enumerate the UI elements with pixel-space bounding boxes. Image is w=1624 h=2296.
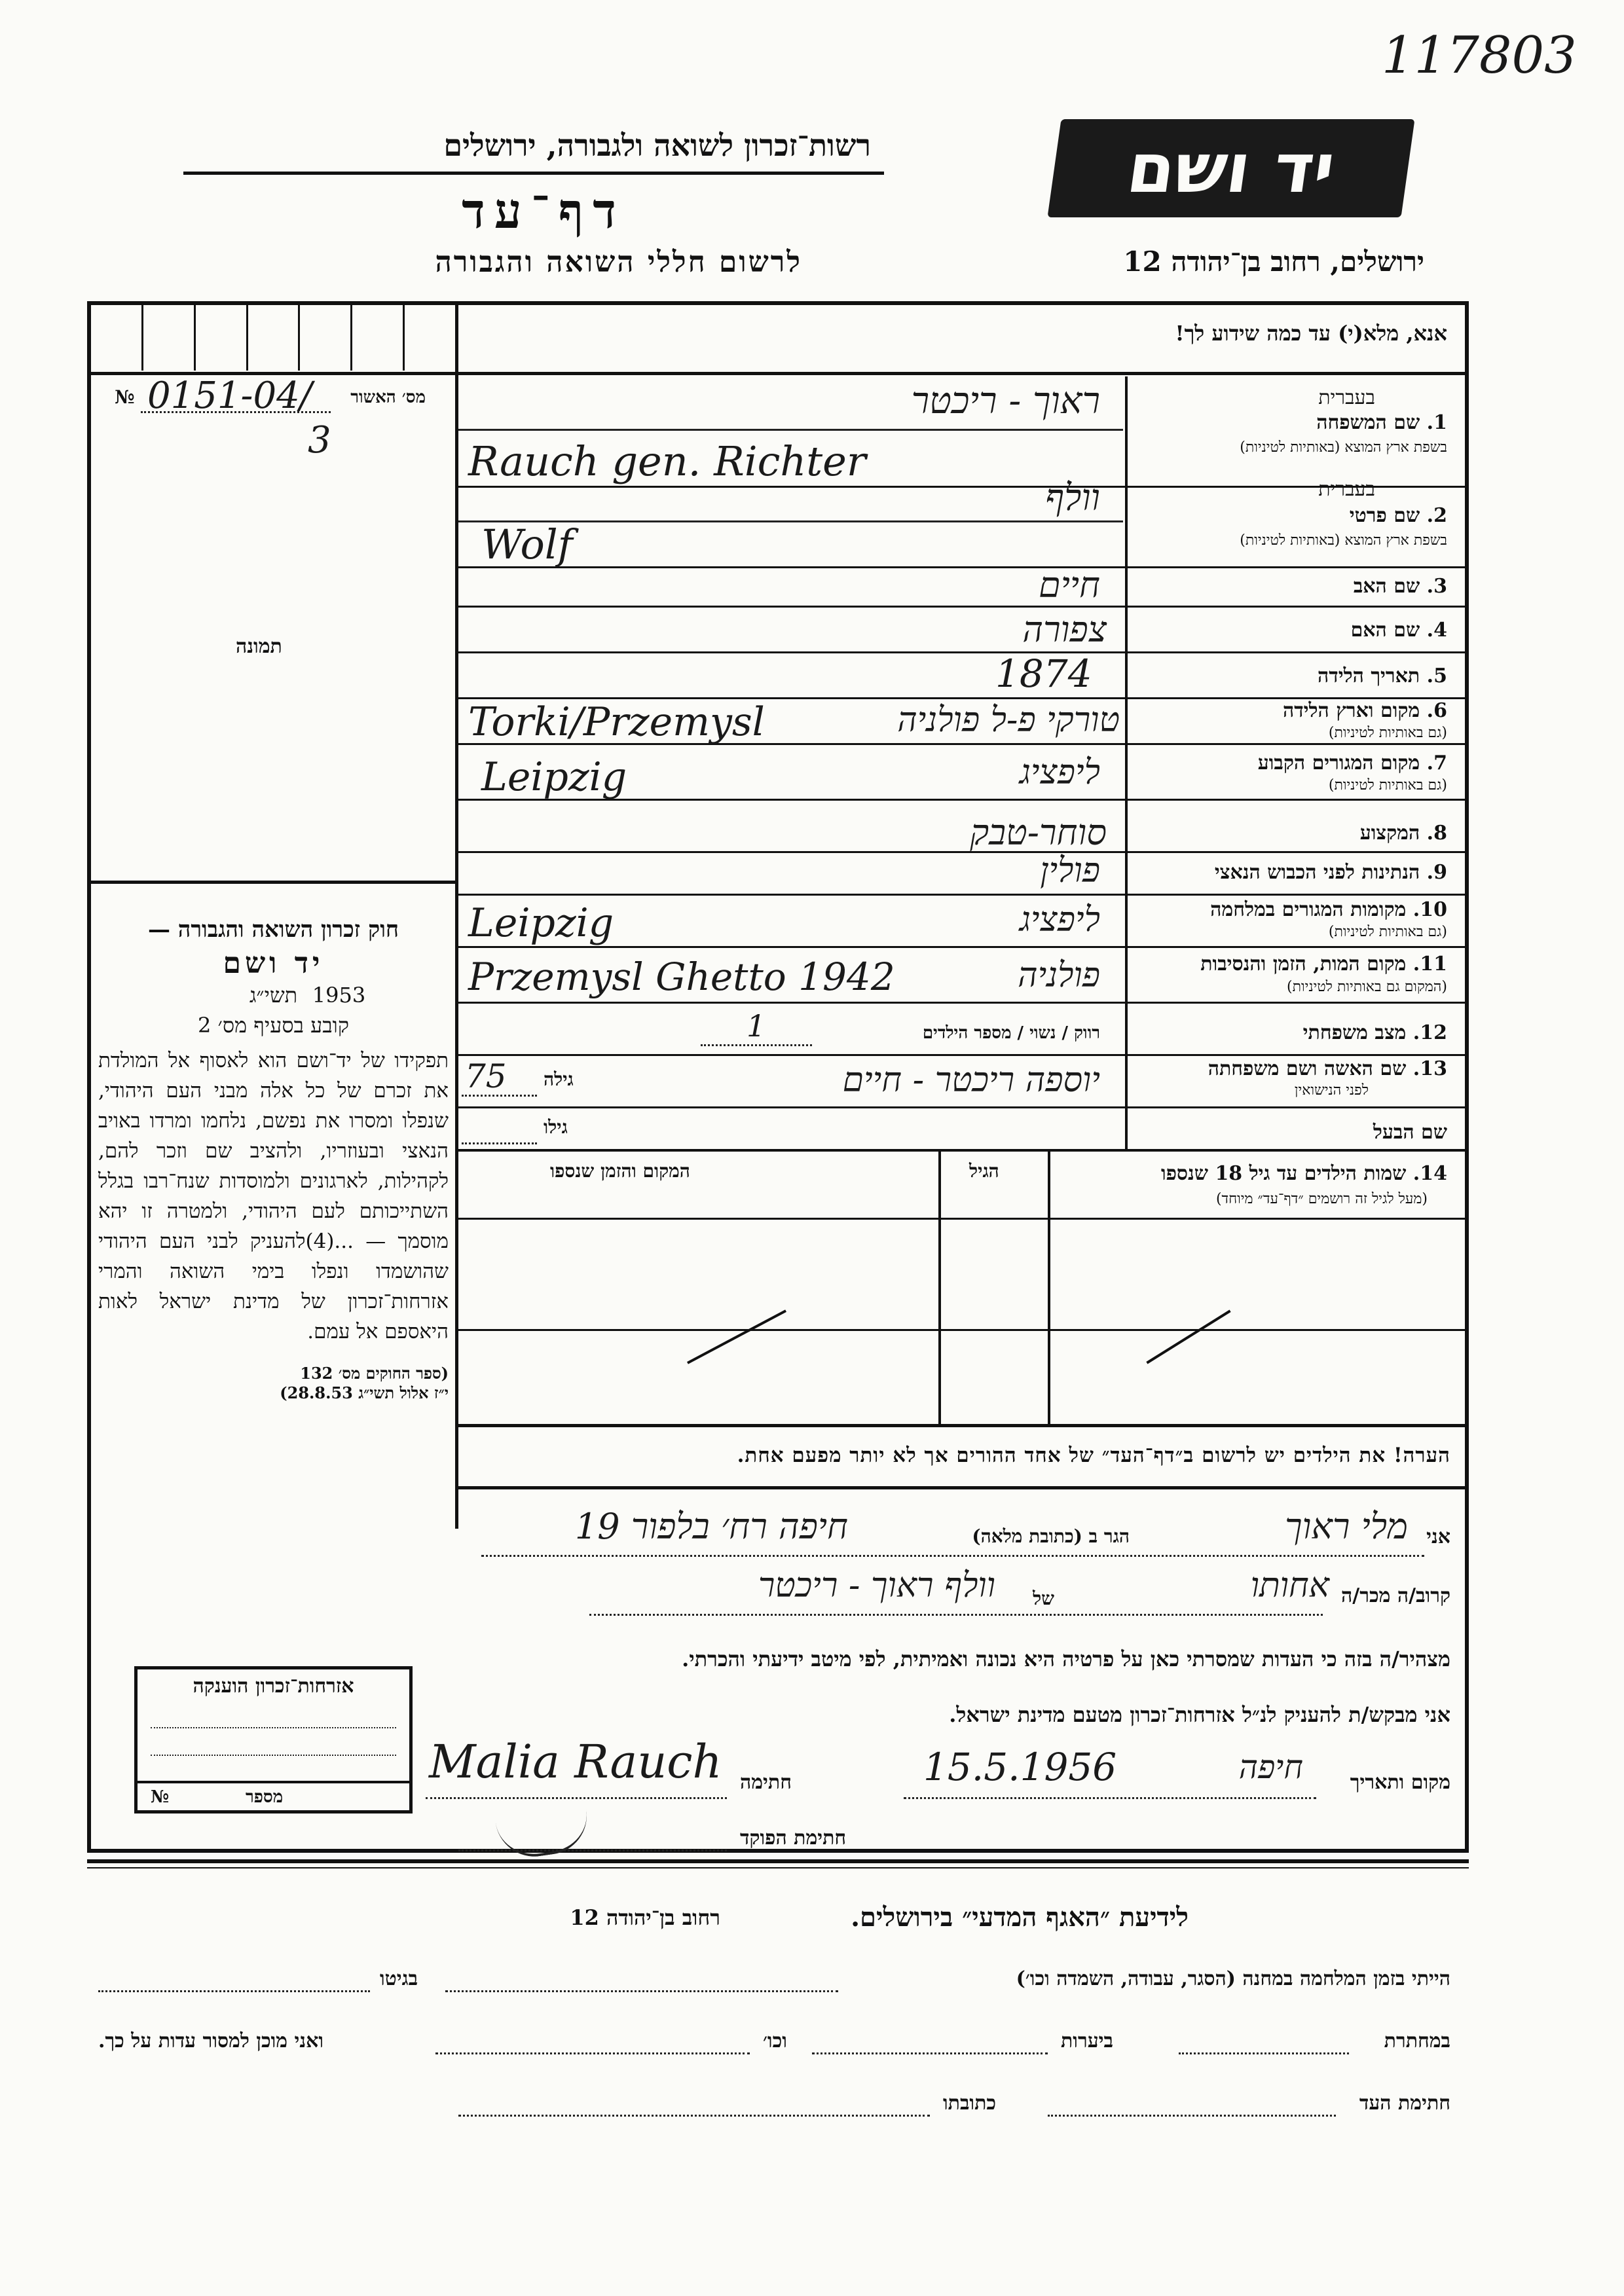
law-citation: (ספר החוקים מס׳ 132 (300, 1364, 449, 1383)
citizenship-box (134, 1666, 413, 1813)
footer-line2-c: וכו׳ (763, 2030, 787, 2052)
citizenship-number-prefix: № (151, 1787, 170, 1807)
field9-value: פולין (1040, 851, 1100, 890)
field7-value-he: ליפציג (1019, 753, 1100, 792)
children-count: 1 (747, 1008, 766, 1044)
law-clause: קובע בסעיף מס׳ 2 (198, 1013, 349, 1038)
officer-label: חתימת הפוקד (740, 1827, 847, 1850)
field11-label: 11. מקום המות, הזמן והנסיבות (1200, 953, 1447, 975)
place-value: חיפה (1238, 1748, 1303, 1786)
field1-value-latin: Rauch gen. Richter (468, 437, 866, 485)
of-label: של (1033, 1588, 1054, 1609)
footer-line3-a: חתימת העד (1359, 2092, 1450, 2115)
field13-label: 13. שם האשה ושם משפחתה (1208, 1057, 1447, 1080)
footer-line2-a: במחתרת (1384, 2030, 1450, 2052)
approval-number-extra: 3 (308, 419, 331, 462)
field6-label: 6. מקום וארץ הלידה (1282, 699, 1447, 722)
field8-label: 8. המקצוע (1359, 822, 1447, 845)
children-count-line (701, 1044, 812, 1046)
declaration-text: מצהיר/ה בזה כי העדות שמסרתי כאן על פרטיה היא נכונה ואמיתית, לפי מיטב ידיעתי והכרתי. (682, 1647, 1450, 1671)
footer-divider-thin (87, 1867, 1469, 1868)
authority-name: רשות־זכרון לשואה ולגבורה, ירושלים (443, 128, 871, 163)
approval-dotline (141, 411, 331, 413)
authority-underline (183, 172, 884, 175)
children-header-line (457, 1218, 1469, 1220)
signature-line (426, 1797, 727, 1799)
row-divider-4 (457, 651, 1469, 653)
form-subtitle: לרשום חללי השואה והגבורה (435, 246, 802, 279)
field10-label: 10. מקומות המגורים במלחמה (1210, 898, 1447, 921)
footer-line2-d: ואני מוכן למסור עדות על כך. (98, 2030, 324, 2052)
field3-value: חיים (1039, 564, 1100, 606)
field2-value-latin: Wolf (481, 520, 573, 568)
approval-prefix: № (115, 386, 135, 408)
field13-value: יוספה ריכטר - חיים (842, 1061, 1100, 1100)
footer-line1-fill (445, 1990, 838, 1992)
of-name: וולף ראוך - ריכטר (758, 1566, 995, 1605)
field1-lang: בעברית (1318, 386, 1375, 409)
citizenship-box-title: אזרחות־זכרון הוענקה (193, 1675, 354, 1698)
field1-label: 1. שם המשפחה (1316, 411, 1447, 434)
footer-line2-fill-1 (1179, 2052, 1349, 2054)
row-divider-3 (457, 606, 1469, 608)
law-year: 1953 (312, 983, 366, 1008)
footer-line3-fill-1 (1048, 2115, 1336, 2117)
field2-value-he: וולף (1045, 477, 1100, 519)
row-divider-13 (457, 1106, 1469, 1108)
field11-value-latin: Przemysl Ghetto 1942 (468, 955, 895, 999)
field3-label: 3. שם האב (1353, 575, 1447, 598)
declarant-i-label: אני (1426, 1525, 1450, 1548)
date-value: 15.5.1956 (923, 1745, 1117, 1789)
row-divider-1 (457, 486, 1469, 488)
field13-sub: לפני הנישואין (1294, 1082, 1369, 1099)
field10-sub: (גם באותיות לטיניות) (1328, 924, 1447, 940)
husband-age-line (462, 1142, 537, 1144)
request-text: אני מבקש/ת להעניק לנ״ל אזרחות־זכרון מטעם מדינת ישראל. (949, 1702, 1450, 1727)
signature-label: חתימה (740, 1771, 792, 1794)
footer-line1-a: הייתי בזמן המלחמה במחנה (הסגר, עבודה, השמדה וכו׳) (1016, 1967, 1450, 1990)
footer-divider (87, 1859, 1469, 1863)
footer-line1-fill-2 (98, 1990, 370, 1992)
label-column-divider (1125, 376, 1128, 1149)
field12-label: 12. מצב משפחתי (1302, 1021, 1447, 1044)
children-col-divider-2 (938, 1150, 941, 1425)
law-name: יד ושם (223, 947, 324, 980)
field1-value-he: ראוך - ריכטר (911, 380, 1100, 422)
instructions: אנא, מלא(י) עד כמה שידוע לך! (1175, 321, 1447, 346)
field10-value-latin: Leipzig (468, 900, 614, 946)
field6-value-latin: Torki/Przemysl (468, 699, 765, 745)
field2-sub: בשפת ארץ המוצא (באותיות לטיניות) (1240, 532, 1447, 549)
row-divider-11 (457, 1002, 1469, 1004)
relation-value: אחותו (1250, 1566, 1329, 1605)
row-divider-14 (457, 1149, 1469, 1152)
row-divider-8 (457, 851, 1469, 853)
field1-he-line (458, 429, 1123, 431)
children-age-header: הגיל (969, 1160, 999, 1182)
date-line (904, 1797, 1316, 1799)
officer-line (458, 1850, 727, 1851)
row-divider-9 (457, 894, 1469, 896)
footer-line1-b: בגיטו (380, 1967, 418, 1990)
approval-number: 0151-04/ (147, 374, 312, 417)
children-label: 14. שמות הילדים עד גיל 18 שנספו (1160, 1162, 1447, 1185)
children-place-header: המקום והזמן שנספו (550, 1160, 690, 1182)
field6-sub: (גם באותיות לטיניות) (1328, 725, 1447, 741)
signature: Malia Rauch (429, 1735, 722, 1789)
approval-label: מס׳ האשור (350, 388, 426, 407)
footer-line2-fill-3 (435, 2052, 750, 2054)
law-text: תפקידו של יד־ושם הוא לאסוף אל המולדת את זכרם של כל אלה מבני העם היהודי, שנפלו ומסרו את נפשם, נלחמו ומרדו באויב הנאצי ובעוזריו, ולהציב שם וזכר להם, לקהילות, לארגונים ולמוסדות שנח־רבו בגלל השתייכותם לעם היהודי, ולמטרה זו יהא מוסמך — ...(4)להעניק לבני העם היהודי שהושמדו ונפלו בימי השואה והמרי אזרחות־זכרון של מדינת ישראל לאות היאספם אל עמם. (98, 1049, 449, 1343)
yad-vashem-logo (1047, 119, 1414, 217)
address: ירושלים, רחוב בן־יהודה 12 (1123, 246, 1424, 278)
children-bottom-line (457, 1424, 1469, 1427)
field2-lang: בעברית (1318, 478, 1375, 501)
field2-label: 2. שם פרטי (1349, 504, 1447, 527)
field4-label: 4. שם האם (1350, 619, 1447, 642)
field7-label: 7. מקום המגורים הקבוע (1257, 752, 1447, 774)
field4-value: צפורה (1022, 609, 1107, 650)
photo-label: תמונה (236, 635, 282, 658)
law-year-hebrew: תשי״ג (249, 983, 298, 1008)
form-title: דף־עד (462, 183, 625, 240)
photo-bottom-divider (87, 881, 457, 884)
logo-text: יד ושם (1122, 128, 1340, 208)
field6-value-he: טורקי פ-ל פולניה (897, 701, 1120, 740)
wife-age-value: 75 (465, 1057, 507, 1095)
footer-heading: לידיעת ״האגף המדעי״ בירושלים. (851, 1902, 1189, 1933)
note: הערה! את הילדים יש לרשום ב״דף־העד״ של אחד ההורים אך לא יותר מפעם אחת. (737, 1444, 1450, 1467)
law-block (98, 917, 449, 1403)
field9-label: 9. הנתינות לפני הכבוש הנאצי (1214, 861, 1447, 884)
archive-number: 117803 (1382, 26, 1577, 85)
footer-line3-fill-2 (458, 2115, 930, 2117)
note-bottom-line (457, 1486, 1469, 1489)
footer-line2-b: ביערות (1061, 2030, 1114, 2052)
declarant-lives-label: הגר ב (כתובת מלאה) (972, 1525, 1130, 1547)
declarant-line-1 (481, 1555, 1424, 1557)
law-title: חוק זכרון השואה והגבורה — (147, 917, 399, 943)
children-col-divider-1 (1048, 1150, 1050, 1425)
row-divider-12 (457, 1054, 1469, 1056)
footer-line2-fill-2 (812, 2052, 1048, 2054)
field11-value-he: פולניה (1018, 956, 1100, 995)
wife-age-label: גילה (544, 1068, 574, 1090)
field5-label: 5. תאריך הלידה (1318, 665, 1447, 687)
children-row-line (457, 1329, 1469, 1331)
citizenship-number-label: מספר (246, 1787, 284, 1807)
field7-value-latin: Leipzig (481, 754, 627, 800)
children-sub: (מעל לגיל זה רושמים ״דף־עד״ מיוחד) (1215, 1191, 1428, 1207)
place-date-label: מקום ותאריך (1350, 1771, 1450, 1794)
relation-label: קרוב/ה מכר/ה (1341, 1584, 1450, 1607)
field5-value: 1874 (995, 651, 1092, 696)
row-divider-10 (457, 946, 1469, 948)
husband-label: שם הבעל (1373, 1121, 1447, 1144)
declarant-line-2 (589, 1614, 1323, 1616)
field11-sub: (המקום גם באותיות לטיניות) (1287, 979, 1447, 995)
field7-sub: (גם באותיות לטיניות) (1328, 777, 1447, 793)
law-citation-date: י״ז אלול תשי״ג 28.8.53) (280, 1383, 449, 1402)
field8-value: סוחר-טבק (970, 812, 1107, 853)
footer-line3-b: כתובתו (943, 2092, 997, 2115)
row-divider-2 (457, 566, 1469, 568)
family-status-options: רווק / נשוי / מספר הילדים (922, 1023, 1100, 1043)
husband-age-label: גילו (544, 1116, 568, 1138)
declarant-address: חיפה רח׳ בלפור 19 (574, 1506, 848, 1547)
declarant-name: מלי ראוך (1285, 1506, 1408, 1547)
footer-address: רחוב בן־יהודה 12 (570, 1905, 720, 1930)
field10-value-he: ליפציג (1019, 900, 1100, 939)
approval-boxes (91, 305, 455, 371)
field1-sub: בשפת ארץ המוצא (באותיות לטיניות) (1240, 439, 1447, 456)
